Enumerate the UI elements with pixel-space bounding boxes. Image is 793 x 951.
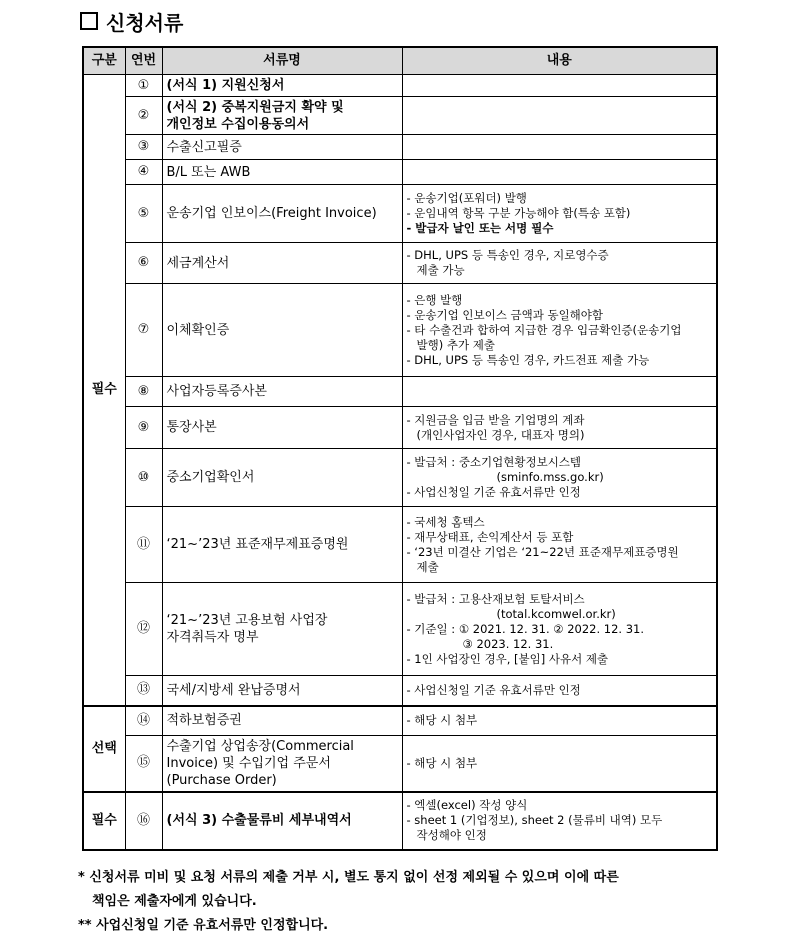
table-row [83, 449, 717, 507]
content-line: - 발급처 : 중소기업현황정보시스템 [406, 455, 582, 469]
content-line: - 발급처 : 고용산재보험 토탈서비스 [406, 591, 585, 606]
table-row [83, 507, 717, 583]
content-line: - 지원금을 입금 받을 기업명의 계좌 [406, 412, 585, 427]
document-name: 운송기업 인보이스(Freight Invoice) [162, 185, 402, 243]
table-row [83, 407, 717, 449]
header-content: 내용 [402, 47, 717, 75]
document-name: (서식 1) 지원신청서 [162, 75, 402, 97]
content-line: (개인사업자인 경우, 대표자 명의) [416, 427, 585, 442]
document-content [402, 676, 717, 706]
table-row [83, 97, 717, 135]
row-number: ⑮ [125, 736, 162, 792]
table-row [83, 792, 717, 850]
section-title-text: 신청서류 [106, 10, 184, 35]
document-name: 중소기업확인서 [162, 449, 402, 507]
checkbox-square-icon [80, 12, 98, 30]
content-line: - 사업신청일 기준 유효서류만 인정 [406, 485, 581, 499]
content-line: ③ 2023. 12. 31. [462, 636, 554, 651]
row-number: ② [125, 97, 162, 135]
footnote-1-continued: 책임은 제출자에게 있습니다. [92, 894, 257, 909]
table-row [83, 185, 717, 243]
category-required: 필수 [83, 75, 125, 706]
table-row [83, 377, 717, 407]
document-content [402, 583, 717, 676]
document-name [162, 97, 402, 135]
content-line: - 은행 발행 [406, 292, 463, 307]
table-header-row [83, 47, 717, 75]
content-line: - ‘23년 미결산 기업은 ‘21~22년 표준재무제표증명원 [406, 544, 679, 559]
table-row [83, 706, 717, 736]
document-name: 사업자등록증사본 [162, 377, 402, 407]
document-content [402, 75, 717, 97]
document-name-line: (서식 2) 중복지원금지 확약 및 [166, 99, 344, 115]
content-line: - 기준일 : ① 2021. 12. 31. ② 2022. 12. 31. [406, 621, 645, 636]
table-row [83, 583, 717, 676]
row-number: ⑤ [125, 185, 162, 243]
section-title [80, 6, 183, 36]
category-required-2: 필수 [83, 792, 125, 850]
document-name-line: 자격취득자 명부 [166, 630, 259, 645]
header-number: 연번 [125, 47, 162, 75]
row-number: ⑦ [125, 284, 162, 377]
content-line: 제출 가능 [416, 263, 465, 277]
content-line: - 1인 사업장인 경우, [붙임] 사유서 제출 [406, 651, 609, 666]
content-line: (total.kcomwel.or.kr) [496, 606, 616, 621]
row-number: ③ [125, 135, 162, 160]
row-number: ⑥ [125, 243, 162, 284]
document-name-line: ‘21~’23년 고용보험 사업장 [166, 613, 328, 628]
row-number: ⑧ [125, 377, 162, 407]
document-content [402, 377, 717, 407]
document-name: 수출신고필증 [162, 135, 402, 160]
content-line: - DHL, UPS 등 특송인 경우, 카드전표 제출 가능 [406, 352, 650, 367]
document-name: (서식 3) 수출물류비 세부내역서 [162, 792, 402, 850]
row-number: ⑪ [125, 507, 162, 583]
document-name-line: 수출기업 상업송장(Commercial [166, 738, 354, 754]
table-row [83, 160, 717, 185]
content-line: - 사업신청일 기준 유효서류만 인정 [406, 682, 581, 697]
row-number: ⑫ [125, 583, 162, 676]
document-name: 통장사본 [162, 407, 402, 449]
documents-table [82, 46, 718, 851]
document-content [402, 449, 717, 507]
table-row [83, 243, 717, 284]
table-row [83, 135, 717, 160]
footnote-2: ** 사업신청일 기준 유효서류만 인정합니다. [78, 918, 329, 933]
content-line: - 타 수출건과 합하여 지급한 경우 입금확인증(운송기업 [406, 322, 682, 337]
content-line: - 발급자 날인 또는 서명 필수 [406, 221, 554, 235]
document-name-line: Invoice) 및 수입기업 주문서 [166, 755, 331, 771]
content-line: - sheet 1 (기업정보), sheet 2 (물류비 내역) 모두 [406, 813, 663, 827]
table-row [83, 736, 717, 792]
content-line: 작성해야 인정 [416, 828, 487, 842]
content-line: - 해당 시 첨부 [406, 713, 478, 728]
document-content [402, 97, 717, 135]
document-name-line: 개인정보 수집이용동의서 [166, 116, 310, 132]
table-row [83, 75, 717, 97]
document-content [402, 185, 717, 243]
content-line: - 운송기업 인보이스 금액과 동일해야함 [406, 307, 604, 322]
content-line: - DHL, UPS 등 특송인 경우, 지로영수증 [406, 248, 609, 262]
document-name: ‘21~’23년 표준재무제표증명원 [162, 507, 402, 583]
document-content [402, 243, 717, 284]
document-name [162, 583, 402, 676]
row-number: ⑩ [125, 449, 162, 507]
table-row [83, 676, 717, 706]
document-name: 이체확인증 [162, 284, 402, 377]
document-content [402, 160, 717, 185]
document-name: B/L 또는 AWB [162, 160, 402, 185]
document-name-line: (Purchase Order) [166, 772, 277, 788]
content-line: - 국세청 홈텍스 [406, 514, 485, 529]
document-name [162, 736, 402, 792]
document-content [402, 507, 717, 583]
row-number: ⑨ [125, 407, 162, 449]
document-content [402, 135, 717, 160]
document-content [402, 736, 717, 792]
row-number: ① [125, 75, 162, 97]
document-content [402, 792, 717, 850]
document-name: 세금계산서 [162, 243, 402, 284]
row-number: ⑭ [125, 706, 162, 736]
footnotes [78, 866, 718, 938]
row-number: ④ [125, 160, 162, 185]
content-line: 제출 [416, 559, 439, 574]
header-category: 구분 [83, 47, 125, 75]
content-line: - 재무상태표, 손익계산서 등 포함 [406, 529, 574, 544]
content-line: - 해당 시 첨부 [406, 755, 478, 770]
table-row [83, 284, 717, 377]
footnote-1: * 신청서류 미비 및 요청 서류의 제출 거부 시, 별도 통지 없이 선정 제외될 수 있으며 이에 따른 [78, 870, 619, 885]
header-document: 서류명 [162, 47, 402, 75]
row-number: ⑯ [125, 792, 162, 850]
content-line: - 엑셀(excel) 작성 양식 [406, 798, 528, 812]
content-line: - 운송기업(포워더) 발행 [406, 191, 527, 205]
document-content [402, 284, 717, 377]
category-optional: 선택 [83, 706, 125, 792]
document-content [402, 407, 717, 449]
document-name: 적하보험증권 [162, 706, 402, 736]
content-line: (sminfo.mss.go.kr) [496, 470, 604, 484]
content-line: - 운임내역 항목 구분 가능해야 함(특송 포함) [406, 206, 631, 220]
row-number: ⑬ [125, 676, 162, 706]
document-name: 국세/지방세 완납증명서 [162, 676, 402, 706]
document-content [402, 706, 717, 736]
content-line: 발행) 추가 제출 [416, 337, 495, 352]
